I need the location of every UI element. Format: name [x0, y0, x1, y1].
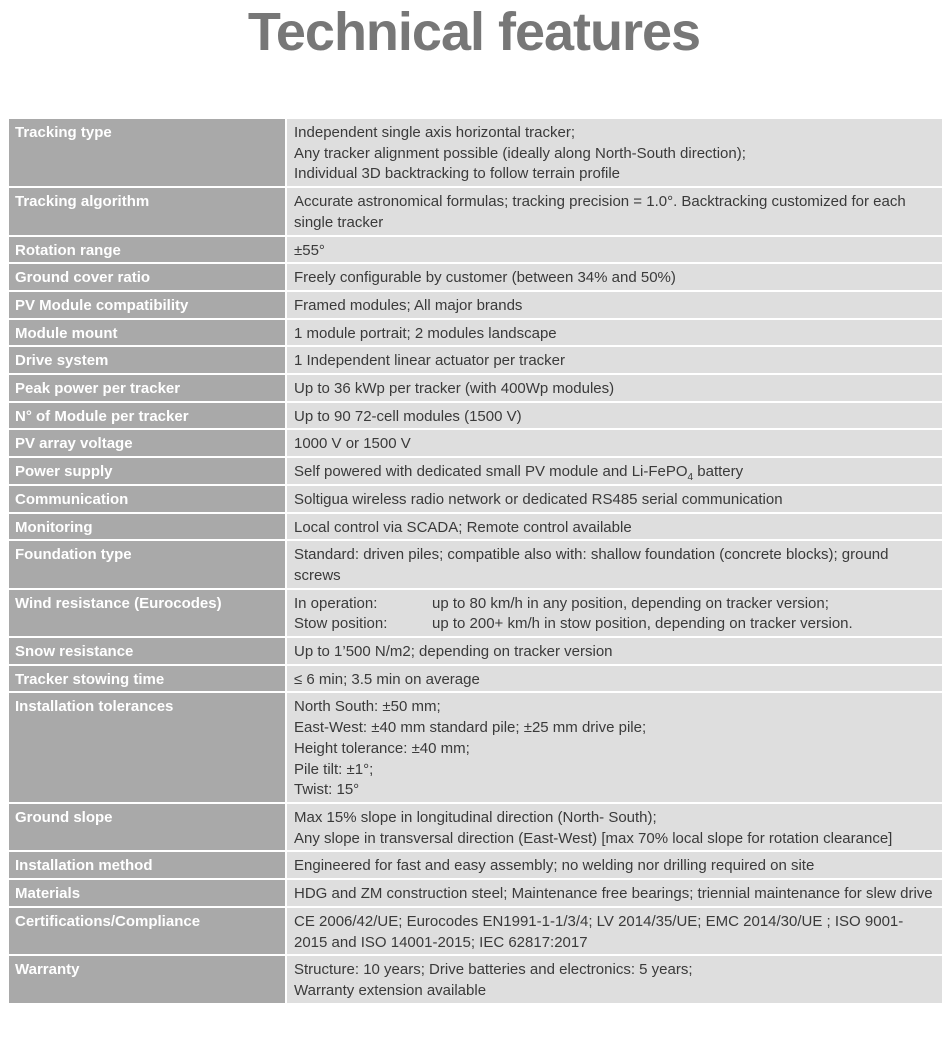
row-value	[286, 637, 942, 665]
value-text: ±55°	[294, 241, 325, 259]
row-label: Communication	[9, 485, 286, 513]
table-row	[9, 319, 942, 347]
row-label: Certifications/Compliance	[9, 907, 286, 955]
row-label: Materials	[9, 879, 286, 907]
table-row	[9, 589, 942, 637]
row-label: N° of Module per tracker	[9, 402, 286, 430]
value-text: Local control via SCADA; Remote control available	[294, 518, 632, 536]
row-label: Installation tolerances	[9, 692, 286, 803]
value-line: Height tolerance: ±40 mm;	[294, 739, 470, 757]
row-value	[286, 907, 942, 955]
value-line: Any tracker alignment possible (ideally along North-South direction);	[294, 144, 746, 162]
row-value	[286, 187, 942, 235]
wind-condition-label: Stow position:	[294, 615, 388, 633]
row-label: Tracking type	[9, 119, 286, 187]
table-row	[9, 457, 942, 485]
value-text: 1 module portrait; 2 modules landscape	[294, 324, 557, 342]
row-label: PV Module compatibility	[9, 291, 286, 319]
value-line: Twist: 15°	[294, 781, 360, 799]
value-text: 1 Independent linear actuator per tracker	[294, 352, 566, 370]
value-line: East-West: ±40 mm standard pile; ±25 mm drive pile;	[294, 719, 647, 737]
value-text: ≤ 6 min; 3.5 min on average	[294, 670, 480, 688]
row-value	[286, 429, 942, 457]
row-label: Tracker stowing time	[9, 665, 286, 693]
value-text: Engineered for fast and easy assembly; no welding nor drilling required on site	[294, 857, 815, 875]
value-line: Individual 3D backtracking to follow terrain profile	[294, 165, 620, 183]
row-label: Installation method	[9, 851, 286, 879]
row-value	[286, 402, 942, 430]
row-label: Power supply	[9, 457, 286, 485]
table-row	[9, 187, 942, 235]
row-value	[286, 513, 942, 541]
value-line: North South: ±50 mm;	[294, 698, 441, 716]
value-text: Up to 90 72-cell modules (1500 V)	[294, 407, 522, 425]
row-label: Tracking algorithm	[9, 187, 286, 235]
wind-condition-value: up to 80 km/h in any position, depending on tracker version;	[432, 594, 829, 612]
row-value	[286, 485, 942, 513]
row-label: Warranty	[9, 955, 286, 1003]
value-text: Soltigua wireless radio network or dedicated RS485 serial communication	[294, 490, 783, 508]
table-row	[9, 955, 942, 1003]
technical-features-table	[9, 119, 942, 1005]
wind-condition	[294, 614, 936, 635]
row-label: Snow resistance	[9, 637, 286, 665]
value-line: Warranty extension available	[294, 981, 487, 999]
value-subscript: 4	[687, 472, 694, 484]
value-line: Independent single axis horizontal tracker;	[294, 124, 576, 141]
value-line: Max 15% slope in longitudinal direction (North- South);	[294, 808, 657, 826]
table-row	[9, 692, 942, 803]
row-label: Rotation range	[9, 236, 286, 264]
wind-condition-value: up to 200+ km/h in stow position, depending on tracker version.	[432, 615, 853, 633]
row-label: PV array voltage	[9, 429, 286, 457]
value-line: Structure: 10 years; Drive batteries and electronics: 5 years;	[294, 961, 693, 979]
table-row	[9, 263, 942, 291]
row-value	[286, 263, 942, 291]
value-text: HDG and ZM construction steel; Maintenance free bearings; triennial maintenance for slew drive	[294, 885, 933, 903]
table-row	[9, 485, 942, 513]
table-row	[9, 402, 942, 430]
table-body	[9, 119, 942, 1004]
row-label: Wind resistance (Eurocodes)	[9, 589, 286, 637]
row-value	[286, 346, 942, 374]
row-value	[286, 540, 942, 588]
wind-condition-label: In operation:	[294, 594, 378, 612]
row-value	[286, 692, 942, 803]
row-value	[286, 374, 942, 402]
value-text: battery	[693, 463, 744, 481]
table-row	[9, 665, 942, 693]
table-row	[9, 346, 942, 374]
row-value	[286, 955, 942, 1003]
row-value	[286, 851, 942, 879]
row-value	[286, 319, 942, 347]
value-text: CE 2006/42/UE; Eurocodes EN1991-1-1/3/4; LV 2014/35/UE; EMC 2014/30/UE ; ISO 9001-2015 and ISO 14001-2015; IEC 62817:2017	[294, 912, 904, 951]
value-text: 1000 V or 1500 V	[294, 435, 411, 453]
row-value	[286, 879, 942, 907]
page-title: Technical features	[247, 2, 701, 62]
value-line: Pile tilt: ±1°;	[294, 760, 374, 778]
row-value	[286, 589, 942, 637]
row-label: Monitoring	[9, 513, 286, 541]
row-label: Foundation type	[9, 540, 286, 588]
table-row	[9, 236, 942, 264]
value-text: Accurate astronomical formulas; tracking precision = 1.0°. Backtracking customized for each single tracker	[294, 193, 906, 231]
value-text: Up to 1’500 N/m2; depending on tracker version	[294, 643, 613, 661]
row-label: Module mount	[9, 319, 286, 347]
table-row	[9, 803, 942, 851]
table-row	[9, 119, 942, 187]
value-text: Framed modules; All major brands	[294, 296, 523, 314]
table-row	[9, 637, 942, 665]
value-text: Up to 36 kWp per tracker (with 400Wp modules)	[294, 380, 615, 398]
row-value	[286, 803, 942, 851]
row-label: Drive system	[9, 346, 286, 374]
table-row	[9, 540, 942, 588]
table-row	[9, 374, 942, 402]
row-label: Peak power per tracker	[9, 374, 286, 402]
row-value	[286, 665, 942, 693]
table-row	[9, 907, 942, 955]
row-value	[286, 119, 942, 187]
value-text: Standard: driven piles; compatible also with: shallow foundation (concrete blocks); ground screws	[294, 546, 889, 584]
row-value	[286, 236, 942, 264]
table-row	[9, 851, 942, 879]
value-text: Self powered with dedicated small PV module and Li-FePO	[294, 463, 688, 481]
table-row	[9, 291, 942, 319]
value-text: Freely configurable by customer (between 34% and 50%)	[294, 269, 676, 287]
row-value	[286, 457, 942, 485]
row-label: Ground slope	[9, 803, 286, 851]
row-value	[286, 291, 942, 319]
value-line: Any slope in transversal direction (East-West) [max 70% local slope for rotation clearance]	[294, 829, 893, 847]
table-row	[9, 879, 942, 907]
table-row	[9, 429, 942, 457]
row-label: Ground cover ratio	[9, 263, 286, 291]
table-row	[9, 513, 942, 541]
wind-condition	[294, 594, 936, 615]
